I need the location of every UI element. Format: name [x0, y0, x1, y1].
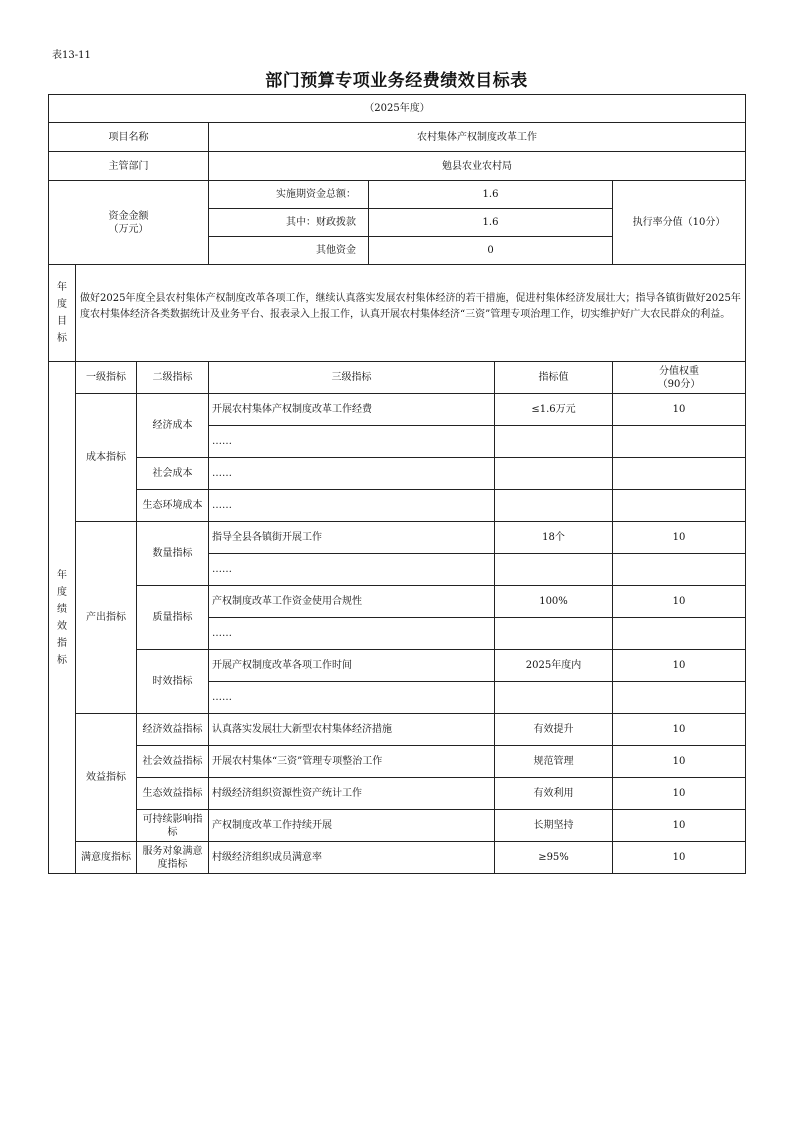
table-row-item: 开展产权制度改革各项工作时间	[209, 650, 495, 682]
table-row-value: 规范管理	[495, 746, 613, 778]
output-indicator: 产出指标	[76, 522, 137, 714]
funds-label-text: 资金金额	[108, 210, 149, 222]
header-weight	[613, 362, 746, 394]
table-row-weight: 10	[613, 746, 746, 778]
perf-label-char: 度	[57, 586, 67, 598]
funds-unit-text: （万元）	[108, 223, 149, 235]
table-row-item: 认真落实发展壮大新型农村集体经济措施	[209, 714, 495, 746]
table-row-ellipsis: ……	[209, 554, 495, 586]
empty-cell	[495, 426, 613, 458]
goal-label-char: 标	[57, 333, 67, 344]
perf-label-char: 绩	[57, 603, 67, 615]
empty-cell	[613, 618, 746, 650]
table-row-ellipsis: ……	[209, 490, 495, 522]
performance-goal-table	[48, 94, 746, 874]
empty-cell	[613, 490, 746, 522]
timeliness-indicator: 时效指标	[137, 650, 209, 714]
perf-label-char: 效	[57, 620, 67, 632]
header-level3: 三级指标	[209, 362, 495, 394]
quality-indicator: 质量指标	[137, 586, 209, 650]
benefit-indicator: 效益指标	[76, 714, 137, 842]
eco-cost-indicator: 生态环境成本	[137, 490, 209, 522]
header-weight-sub: （90分）	[657, 378, 701, 390]
empty-cell	[613, 458, 746, 490]
table-row-weight: 10	[613, 650, 746, 682]
table-row-value: ≥95%	[495, 842, 613, 874]
table-row-weight: 10	[613, 586, 746, 618]
funds-total-value: 1.6	[369, 181, 613, 209]
table-row-weight: 10	[613, 810, 746, 842]
annual-goal-text: 做好2025年度全县农村集体产权制度改革各项工作，继续认真落实发展农村集体经济的若干措施，促进村集体经济发展壮大；指导各镇街做好2025年度农村集体经济各类数据统计及业务平台、报表录入上报工作，认真开展农村集体经济“三资”管理专项治理工作，切实维护好广大农民群众的利益。	[76, 265, 746, 362]
table-row-value: 18个	[495, 522, 613, 554]
goal-label-char: 目	[57, 316, 67, 327]
table-row-ellipsis: ……	[209, 426, 495, 458]
table-row-item: 村级经济组织资源性资产统计工作	[209, 778, 495, 810]
empty-cell	[495, 458, 613, 490]
table-row-weight: 10	[613, 842, 746, 874]
table-row-value: 100%	[495, 586, 613, 618]
table-number: 表13-11	[52, 50, 91, 61]
table-row-ellipsis: ……	[209, 682, 495, 714]
empty-cell	[613, 426, 746, 458]
table-row-weight: 10	[613, 778, 746, 810]
header-level2: 二级指标	[137, 362, 209, 394]
eco-benefit-indicator: 生态效益指标	[137, 778, 209, 810]
quantity-indicator: 数量指标	[137, 522, 209, 586]
table-row-item: 开展农村集体产权制度改革工作经费	[209, 394, 495, 426]
table-row-item: 产权制度改革工作资金使用合规性	[209, 586, 495, 618]
service-satisfaction-indicator: 服务对象满意度指标	[137, 842, 209, 874]
social-cost-indicator: 社会成本	[137, 458, 209, 490]
exec-rate-label: 执行率分值（10分）	[613, 181, 746, 265]
funds-other-value: 0	[369, 237, 613, 265]
table-row-ellipsis: ……	[209, 618, 495, 650]
header-weight-text: 分值权重	[659, 365, 700, 377]
empty-cell	[495, 490, 613, 522]
dept-label: 主管部门	[49, 152, 209, 181]
table-row-weight: 10	[613, 394, 746, 426]
funds-fiscal-value: 1.6	[369, 209, 613, 237]
dept-value: 勉县农业农村局	[209, 152, 746, 181]
table-row-value: ≤1.6万元	[495, 394, 613, 426]
empty-cell	[613, 554, 746, 586]
perf-label-char: 标	[57, 654, 67, 666]
table-row-weight: 10	[613, 522, 746, 554]
social-benefit-indicator: 社会效益指标	[137, 746, 209, 778]
table-row-value: 有效利用	[495, 778, 613, 810]
performance-indicator-label	[49, 362, 76, 874]
goal-label-char: 年	[57, 282, 67, 293]
empty-cell	[495, 554, 613, 586]
perf-label-char: 年	[57, 569, 67, 581]
sustain-indicator: 可持续影响指标	[137, 810, 209, 842]
table-row-ellipsis: ……	[209, 458, 495, 490]
funds-total-label: 实施期资金总额：	[209, 181, 369, 209]
empty-cell	[495, 618, 613, 650]
project-name-label: 项目名称	[49, 123, 209, 152]
table-row-item: 村级经济组织成员满意率	[209, 842, 495, 874]
page-title: 部门预算专项业务经费绩效目标表	[265, 71, 528, 91]
table-row-value: 2025年度内	[495, 650, 613, 682]
year-row: （2025年度）	[49, 95, 746, 123]
perf-label-char: 指	[57, 637, 67, 649]
empty-cell	[613, 682, 746, 714]
table-row-item: 产权制度改革工作持续开展	[209, 810, 495, 842]
table-row-item: 开展农村集体“三资”管理专项整治工作	[209, 746, 495, 778]
funds-other-label: 其他资金	[209, 237, 369, 265]
table-row-item: 指导全县各镇街开展工作	[209, 522, 495, 554]
table-row-weight: 10	[613, 714, 746, 746]
econ-cost-indicator: 经济成本	[137, 394, 209, 458]
project-name-value: 农村集体产权制度改革工作	[209, 123, 746, 152]
annual-goal-label	[49, 265, 76, 362]
funds-label	[49, 181, 209, 265]
header-level1: 一级指标	[76, 362, 137, 394]
empty-cell	[495, 682, 613, 714]
goal-label-char: 度	[57, 299, 67, 310]
header-value: 指标值	[495, 362, 613, 394]
funds-fiscal-label: 其中：财政拨款	[209, 209, 369, 237]
table-row-value: 长期坚持	[495, 810, 613, 842]
cost-indicator: 成本指标	[76, 394, 137, 522]
econ-benefit-indicator: 经济效益指标	[137, 714, 209, 746]
table-row-value: 有效提升	[495, 714, 613, 746]
satisfaction-indicator: 满意度指标	[76, 842, 137, 874]
